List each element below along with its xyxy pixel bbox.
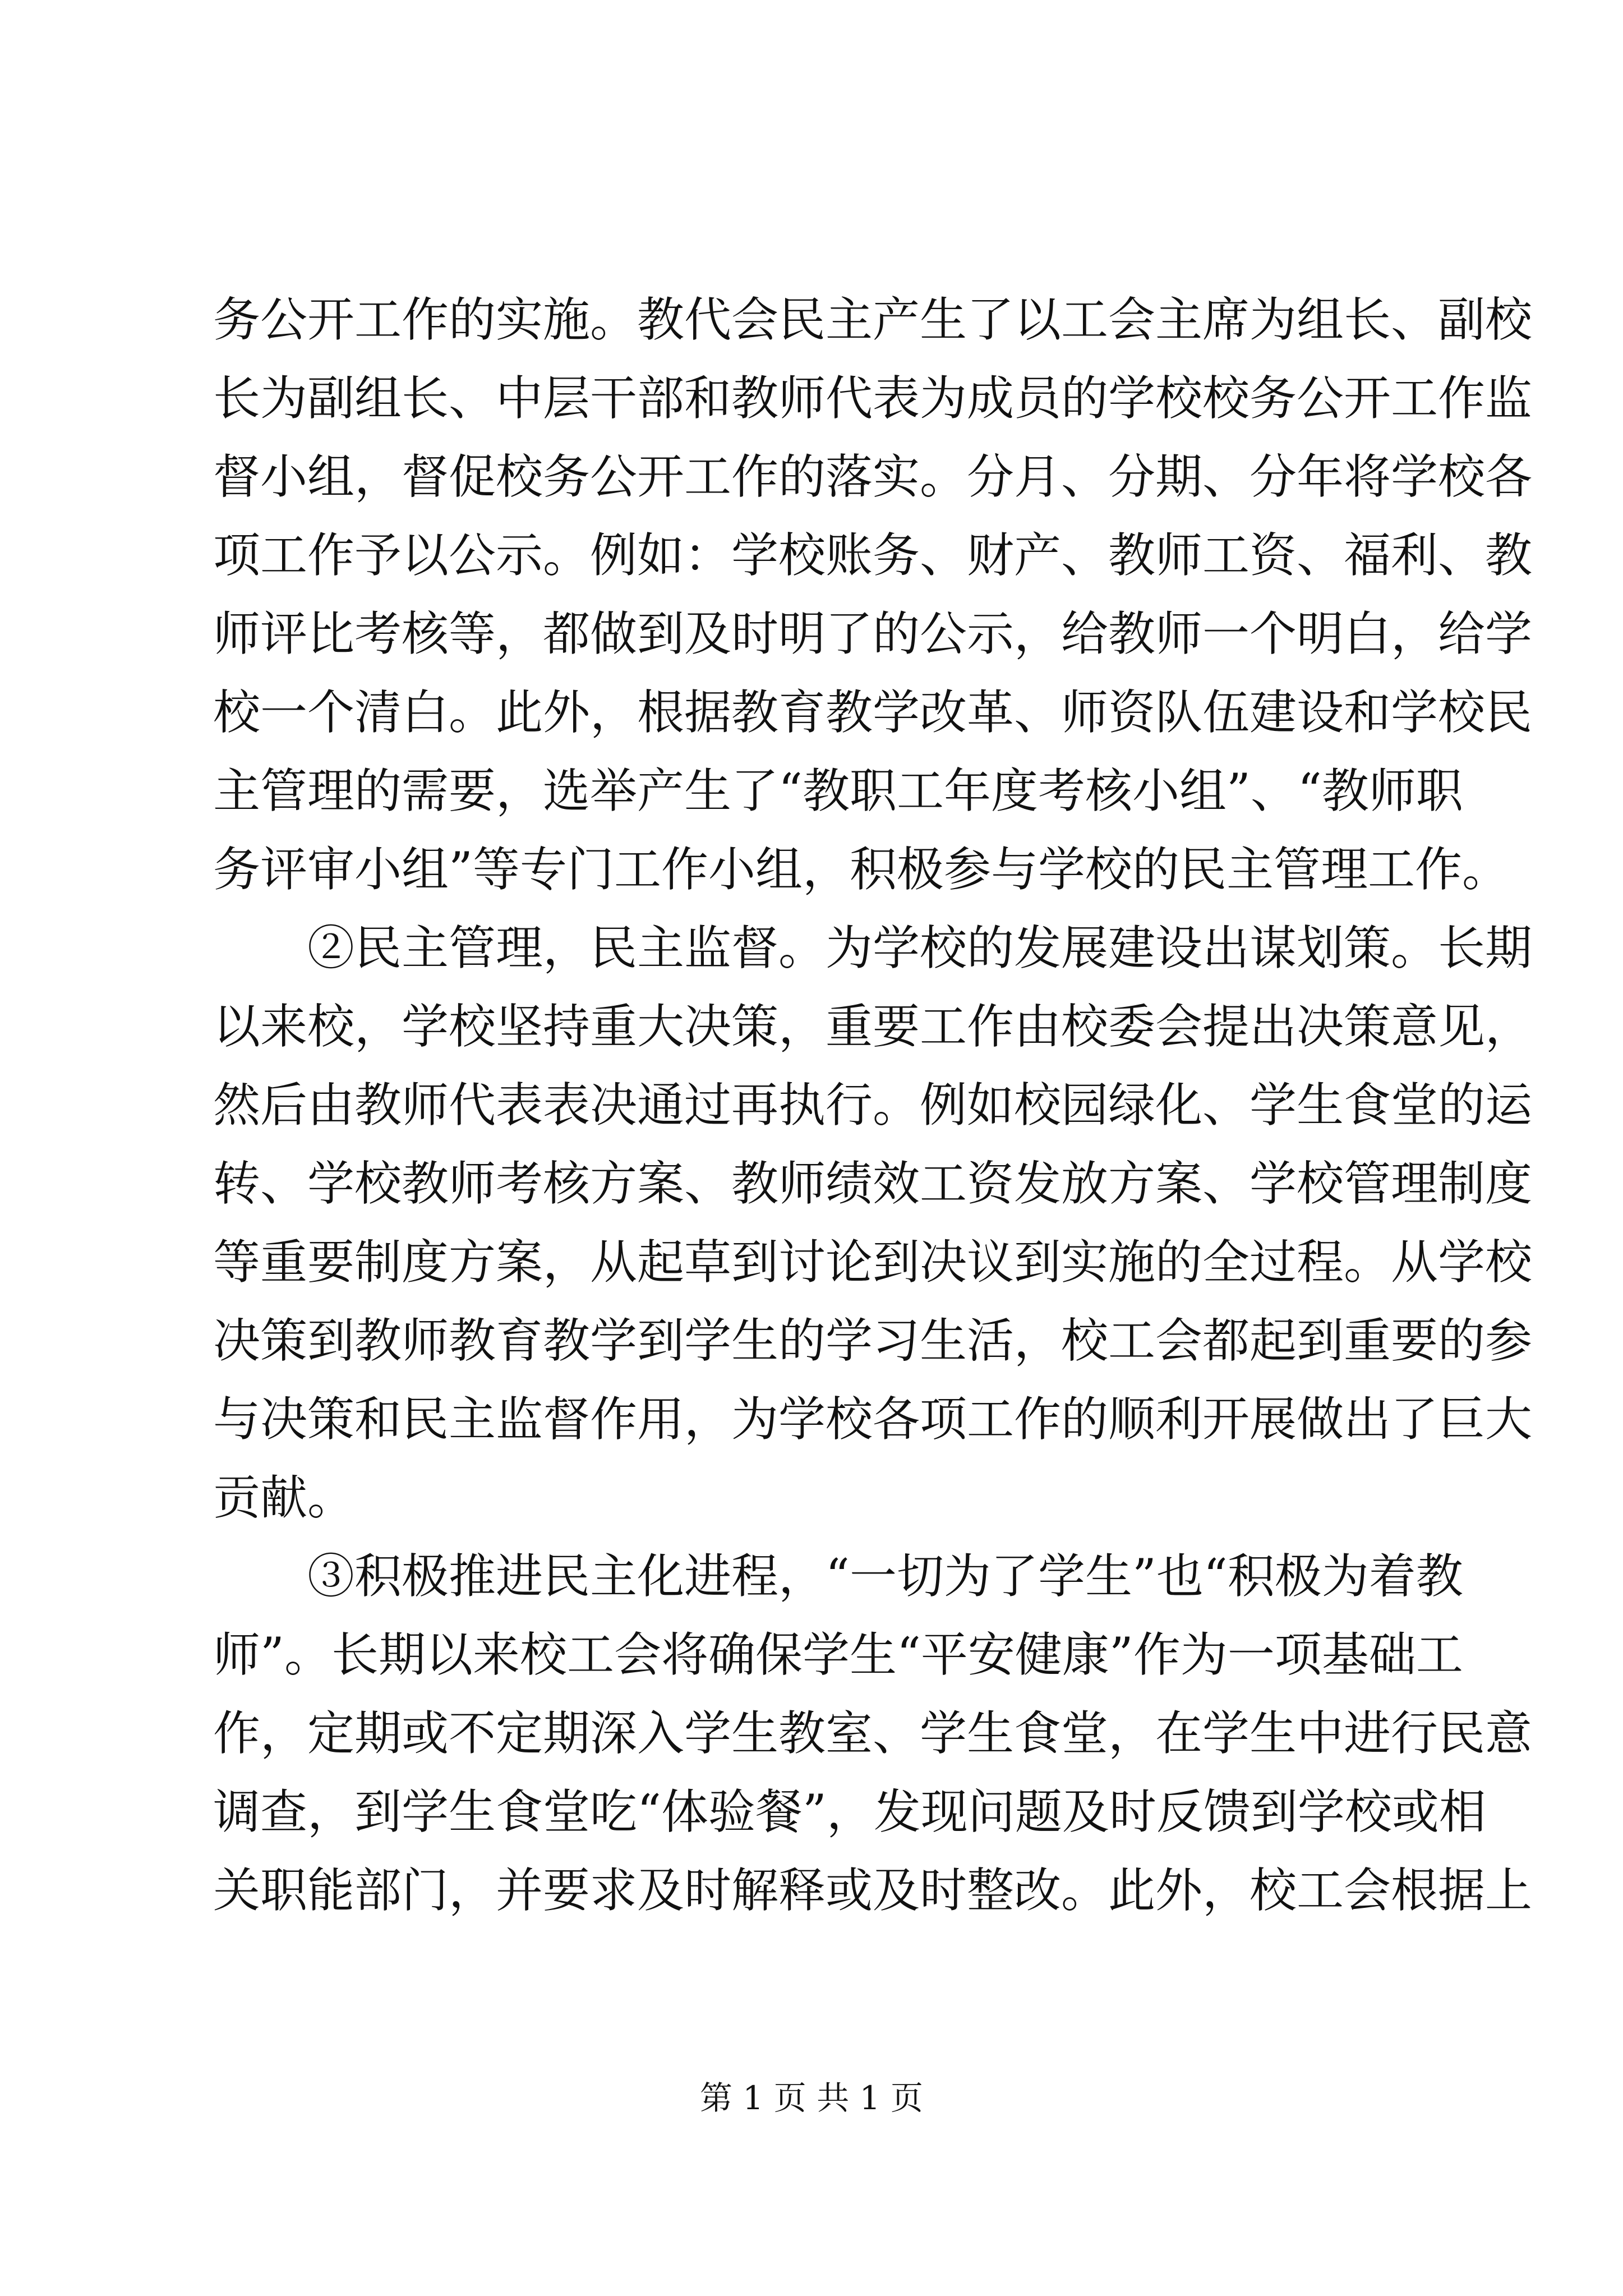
text-line: 长为副组长、中层干部和教师代表为成员的学校校务公开工作监 [213,371,1533,426]
text-line: 贡献。 [213,1470,355,1525]
text-line: 决策到教师教育教学到学生的学习生活，校工会都起到重要的参 [213,1313,1533,1368]
text-line: 与决策和民主监督作用，为学校各项工作的顺利开展做出了巨大 [213,1392,1533,1447]
page-footer [0,2076,1623,2120]
text-line: 师”。长期以来校工会将确保学生“平安健康”作为一项基础工 [213,1627,1463,1682]
text-line: 关职能部门，并要求及时解释或及时整改。此外，校工会根据上 [213,1863,1533,1918]
text-line: 校一个清白。此外，根据教育教学改革、师资队伍建设和学校民 [213,685,1533,740]
text-line: 督小组，督促校务公开工作的落实。分月、分期、分年将学校各 [213,449,1533,504]
text-line: 务评审小组”等专门工作小组，积极参与学校的民主管理工作。 [213,842,1509,897]
text-line: ②民主管理，民主监督。为学校的发展建设出谋划策。长期 [213,921,1533,976]
text-line: 等重要制度方案，从起草到讨论到决议到实施的全过程。从学校 [213,1235,1533,1290]
text-line: 务公开工作的实施。教代会民主产生了以工会主席为组长、副校 [213,292,1533,347]
text-line: 以来校，学校坚持重大决策，重要工作由校委会提出决策意见， [213,999,1533,1054]
body-text [213,280,1533,1930]
text-line: 主管理的需要，选举产生了“教职工年度考核小组”、“教师职 [213,763,1463,818]
text-line: 作，定期或不定期深入学生教室、学生食堂，在学生中进行民意 [213,1706,1533,1761]
text-line: ③积极推进民主化进程，“一切为了学生”也“积极为着教 [213,1549,1463,1604]
text-line: 然后由教师代表表决通过再执行。例如校园绿化、学生食堂的运 [213,1078,1533,1133]
text-line: 项工作予以公示。例如：学校账务、财产、教师工资、福利、教 [213,528,1533,583]
text-line: 转、学校教师考核方案、教师绩效工资发放方案、学校管理制度 [213,1156,1533,1211]
page-number-label: 第 1 页 共 1 页 [700,2079,923,2117]
text-line: 调查，到学生食堂吃“体验餐”，发现问题及时反馈到学校或相 [213,1784,1486,1839]
text-line: 师评比考核等，都做到及时明了的公示，给教师一个明白，给学 [213,606,1533,661]
